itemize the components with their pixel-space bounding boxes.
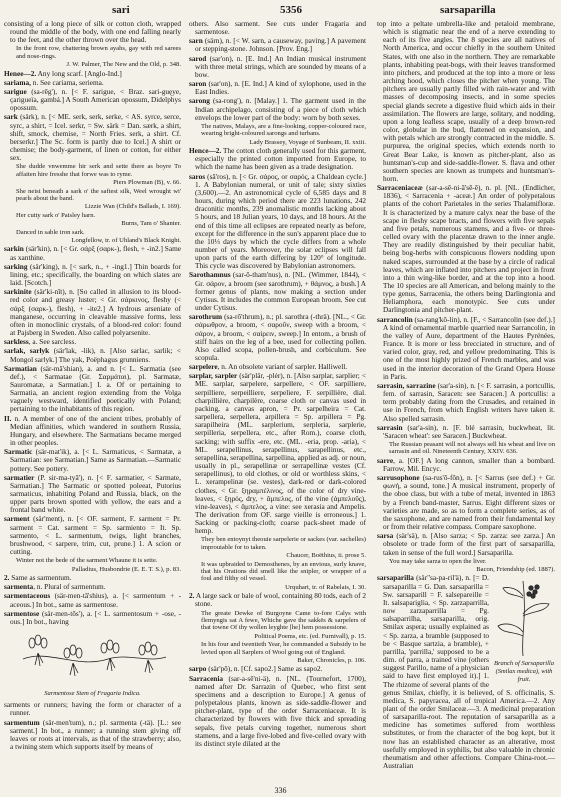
entry-paragraph: sarlak, sarlyk (sär'lak, -lik), n. [Also sarlac, sarlik; < Mongol sarlyk.] The yak, Poëphagus grunniens. xyxy=(4,346,181,364)
headword: sarsa xyxy=(377,531,394,541)
headword: Hence—2. xyxy=(189,146,222,156)
entry-paragraph: sarre, a. [OF.] A long cannon, smaller than a bombard. Farrow, Mil. Encyc. xyxy=(377,455,555,473)
entry-paragraph: sarpelere, n. An obsolete variant of sarpler. Halliwell. xyxy=(189,362,348,372)
page-number: 336 xyxy=(274,786,287,795)
entry-paragraph: sarothrum (sa-rō'thrum), n.; pl. sarothra (-thrä). [NL., < Gr. σάρωθρον, a broom, < σαροῦν, sweep with a broom, < σάρον, a broom, < σαίρειν, sweep.] In entom., a brush of stiff hairs on the leg of a bee, used for collecting pollen. Also called scopa, pollen-brush, and corbiculum. See scopula. xyxy=(189,312,366,362)
entry-paragraph: sarrusophone (sa-rus'ō-fōn), n. [< Sarrus (see def.) + Gr. φωνή, a sound, tone.] A musical instrument, properly of the oboe class, but with a tube of metal, invented in 1863 by a French band-master, Sarrus. Eight different sizes or varieties are made, so as to form a complete series, as of the saxophone, and are named from their fundamental key or from their relative compass. Compare saxophone. xyxy=(377,473,555,532)
quotation: Burns, Tam o' Shanter. xyxy=(121,220,181,228)
quotation: Political Poems, etc. (ed. Furnivall), p. 15. xyxy=(254,632,366,640)
entry-paragraph: sarigue (sa-rēg'), n. [< F. sarigue, < Braz. sari-guęye, çarigueïa, gambá.] A South American opossum, Didelphys opossum. xyxy=(4,87,181,113)
column-1 xyxy=(4,20,181,752)
quotation: The Russian peasant will not always sell his wheat and live on sarrasin and oil. Nineteenth Century, XXIV. 636. xyxy=(389,440,555,456)
quotation: Bacon, Friendship (ed. 1887). xyxy=(476,566,555,574)
headword: Sarmatic xyxy=(4,447,33,457)
entry-paragraph: sarking (sär'king), n. [< sark, n., + -ing1.] Thin boards for lining, etc.; specifically, the boarding on which slates are laid. [Scotch.] xyxy=(4,261,181,288)
headword: sarothrum xyxy=(189,312,223,322)
entry-paragraph: 2. A large sack or bale of wool, containing 80 tods, each of 2 stone. xyxy=(189,591,366,609)
headword: sarre xyxy=(377,455,394,465)
entry-paragraph: sarmentaceous (sär-men-tā'shius), a. [< sarmentum + -aceous.] In bot., same as sarmentose. xyxy=(4,591,181,609)
quotation: Longfellow, tr. of Uhland's Black Knight. xyxy=(71,237,181,245)
quotation: The natives, Malays, are a fine-looking, copper-coloured race, wearing bright-coloured sarongs and turbans. xyxy=(201,122,366,138)
entry-paragraph: sarmenta, n. Plural of sarmentum. xyxy=(4,582,106,592)
entry-paragraph: sarrasin, sarrazine (sar'a-sin), n. [< F. sarrasin, a portcullis, fem. of sarrasin, Saracen: see Saracen.] A portcullis: a term probably dating from the Crusades, and retained in use in French, from which English writers have taken it. Also spelled sarrasin. xyxy=(377,380,555,423)
running-head-right: sarsaparilla xyxy=(440,4,496,16)
entry-paragraph: sarkinite (sär'ki-nīt), n. [So called in allusion to its blood-red color and greasy luster; < Gr. σάρκινος, fleshy (< σάρξ (σαρκ-), flesh), + -ite2.] A hydrous arseniate of manganese, occurring in cleavable massive forms, less often in monoclinic crystals, of a blood-red color: found at Pajsberg in Sweden. Also called polyarsenite. xyxy=(4,287,181,338)
headword: Sarothamnus xyxy=(189,270,231,280)
sarmentose-illustration-drawing xyxy=(18,629,168,687)
quotation: J. W. Palmer, The New and the Old, p. 348. xyxy=(66,61,181,69)
quotation: Her cutty sark o' Paisley harn. xyxy=(16,211,96,219)
quotation: She dudde vnwemme hir serk and sette there as boyre To affaiten hire fresshe that forwe was to ryme. xyxy=(16,163,181,178)
headword: saron xyxy=(189,79,207,89)
entry-paragraph: II. n. A member of one of the ancient tribes, probably of Median affinities, which wandered in southern Russia, Hungary, and elsewhere. The Sarmatians became merged in other peoples. xyxy=(4,413,181,448)
headword: sarrasin, sarrazine xyxy=(377,380,436,390)
entry-paragraph: sarmentose (sär-men-tōs'), a. [< L. sarmentosum + -ose, -ous.] In bot., having xyxy=(4,608,181,626)
headword: sark xyxy=(4,112,18,122)
column-2 xyxy=(189,20,366,749)
entry-paragraph: others. Also sarment. See cuts under Fragaria and sarmentose. xyxy=(189,19,366,37)
entry-paragraph: sarpo (sär'pō), n. [Cf. sapo2.] Same as sapo2. xyxy=(189,664,323,674)
entry-paragraph: sariama, n. See cariama, seriema. xyxy=(4,77,104,87)
headword: sarment xyxy=(4,514,30,524)
entry-paragraph: Hence—2. The cotton cloth generally used for this garment, especially the printed cotton imported from Europe, to which the name has been given as a trade designation. xyxy=(189,146,366,172)
quotation: In his four and twentieth Year, he commanded a Subsidy to be levied upon all Sarplers of Wool going out of England. xyxy=(201,641,366,656)
headword: 2. xyxy=(4,573,10,583)
headword: sarkinite xyxy=(4,287,32,297)
entry-paragraph: sarsaparilla (sär"sa-pa-ril'ä), n. [= D. sarsaparilla = G. Dan. sarsaparilla = Sw. sarsaparill = F. salsepareille = It. salsapariglia, < Sp. zarzaparrilla, now zarzaparrilla = Pg. salsaparrilha, sarsaparilla, orig. Smilax aspera; usually explained as < Sp. zarza, a bramble (supposed to be < Basque sartzia, a bramble), + parrilla, 'parrilla,' supposed to be a dim. of parra, a trained vine (others suggest Parillo, name of a physician said to have first employed it).] 1. The rhizome of several plants of the genus Smilax, chiefly, it is believed, of S. officinalis, S. medica, S. papyracea, all of tropical America.—2. Any plant of the order Smilaceæ.—3. A medicinal preparation of sarsaparilla-root. The reputation of sarsaparilla as a medicine has sometimes suffered from worthless substitutes, or from the character of the bog kept, but it now has an established character as an alterative, most usefully employed in syphilis, but also valuable in chronic rheumatism and other affections. Compare China-root.—Australian xyxy=(377,573,555,771)
headword: II. xyxy=(4,413,12,423)
headword: 2. xyxy=(189,591,195,601)
headword: sarlak, sarlyk xyxy=(4,346,50,356)
quotation: It was upbraided to Demosthenes, by an envious, surly knave, that his Orations did smell like the snipler, or wrapper of a foul and filthy oil vessel. xyxy=(201,560,366,583)
quotation: Winter not the bede of the sarment Whaune it is sette. xyxy=(16,557,158,565)
quotation: Baker, Chronicles, p. 106. xyxy=(297,657,366,665)
headword: sarmenta xyxy=(4,582,34,592)
quotation: Danced in sable iron sark. xyxy=(16,228,85,236)
quotation: Lizzie Wan (Child's Ballads, I. 169). xyxy=(84,203,181,211)
headword: sarong xyxy=(189,96,210,106)
running-head-center: 5356 xyxy=(280,4,302,16)
headword: sarmentum xyxy=(4,717,40,727)
headword: Sarmatian xyxy=(4,363,37,373)
headword: sarkless xyxy=(4,337,29,347)
entry-paragraph: top into a peltate umbrella-like and petaloid membrane, which is stigmatic near the end of a nerve extending to each of its five angles. The 8 species are all natives of North America, and occur chiefly in the southern United States, with one also in the northern. They are remarkable plants, inhabiting peat-bogs, with their leaves transformed into pitchers, and produced at the top into a more or less arching hood, which closes the pitcher when young. The pitchers are usually partly filled with rain-water and with masses of decomposing insects, and in some species special glands secrete a digestive fluid which aids in their assimilation. The flowers are large, solitary, and nodding, upon a long leafless scape, usually of a deep brown-red color, globular in the bud, flattened on expansion, and with petals which are strongly contracted in the middle. S. purpurea, the original species, which extends north to Great Bear Lake, is known as pitcher-plant, also as huntsman's-cup and side-saddle-flower. S. flava and other southern species are known as trumpets and huntsman's-horn. xyxy=(377,19,555,183)
entry-paragraph: sarplar, sarpler (sär'plär, -plėr), n. [Also sarplar, sarplier; < ME. sarplar, sarpelere, sarpellere, < OF. sarpilliere, serpilliere, serpeilliere, serpeliere, F. serpillière, dial. charpillière, charpilère, coarse cloth or canvas used in packing, a canvas apron, = Pr. sarpelheira = Cat. sarpellera, serpellera, arpillera = Sp. arpillera = Pg. sarapilheira (ML. sarplerium, serpleria, sarplerie, serpilleria, serpellera, etc., after Rom.), coarse cloth, sacking; with suffix -ere, etc. (ML. -eria, prop. -aria), < ML. serapellinus, serapellinus, sarapellinus, etc., serapellina, serapellina, sarpellina, applied as adj. or noun, usually in pl., serapellinæ or serrapellinæ vestes (Cf. serapellinus), to old clothes, or old or worthless skins, < L. xerampelinæ (se. vestes), dark-red or dark-colored clothes, < Gr. ξηραμπέλινος, of the color of dry vine-leaves, < ξηρός, dry, + ἄμπελος, of the vine (ἀμπελοῦς), vine-leaves), < ἄμπελος, a vine: see xerasia and Ampelis. The derivation from OF. sarge vieille is erroneous.] 1. Sacking or packing-cloth; coarse pack-sheet made of hemp. xyxy=(189,371,366,536)
entry-paragraph: sarments or runners; having the form or character of a runner. xyxy=(4,700,181,718)
headword: sarpelere xyxy=(189,362,218,372)
entry-paragraph: Sarothamnus (sar-ō-tham'nus), n. [NL. (Wimmer, 1844), < Gr. σάρον, a broom (see sarothrum), + θάμνος, a bush.] A former genus of plants, now making a section under Cytisus. It includes the common European broom. See cut under Cytisus. xyxy=(189,270,366,313)
quotation: You may take sarza to open the liver. xyxy=(389,557,487,565)
column-3 xyxy=(377,20,555,771)
headword: sarmatier xyxy=(4,472,35,482)
headword: sarrancolin xyxy=(377,314,413,324)
entry-paragraph: sarn (särn), n. [< W. sarn, a causeway, paving.] A pavement or stepping-stone. Johnson. [Prov. Eng.] xyxy=(189,36,366,54)
quotation: Lady Brassey, Voyage of Sunbeam, II. xxiii. xyxy=(249,138,366,146)
quotation: Chaucer, Boëthius, ii. prose 5. xyxy=(286,552,366,560)
entry-paragraph: sarrancolin (sa-rang'kō-lin), n. [F., < Sarrancolin (see def.).] A kind of ornamental marble quarried near Sarrancolin, in the valley of Aure, department of the Hautes Pyrénées, France. It is more or less brecciated in structure, and of varied color, gray, red, and yellow predominating. This is one of the most highly prized of French marbles, and was used in the interior decoration of the Grand Opera House in Paris. xyxy=(377,314,555,381)
entry-paragraph: sarment (sär'ment), n. [< OF. sarment, F. sarment = Pr. sarment = Cat. sarment = Sp. sarmiento = It. Sp. sarmento, < L. sarmentum, twigs, light branches, brushwood, < sarpere, trim, cut, prune.] 1. A scion or cutting. xyxy=(4,514,181,557)
headword: sarplar, sarpler xyxy=(189,371,238,381)
headword: sarkin xyxy=(4,244,24,254)
entry-paragraph: sarod (sar'on), n. [E. Ind.] An Indian musical instrument with three metal strings, which are sounded by means of a bow. xyxy=(189,53,366,79)
entry-paragraph: Sarraceniaceæ (sar-a-sē-ni-ā'sē-ē), n. pl. [NL. (Endlicher, 1836), < Sarracenia + -aceæ.] An order of polypetalous plants of the cohort Parietales in the series Thalamifloræ. It is characterized by a mature calyx near the base of the scape in fleshy scape bracts, and flowers with five sepals and five petals, numerous stamens, and a five- or three-celled ovary with the placentæ drawn to the inner angle. They are readily distinguished by their peculiar habit, being bog-herbs with conspicuous flowers nodding upon naked scapes, surrounded at the base by a circle of radical leaves, which are inflated into pitchers and project in front into a thin wing-like border, and at the top into a hood. The 10 species are all American, and belong mainly to the type genus, Sarracenia, the others being Darlingtonia and Heliamphora, each monotypic. See cuts under Darlingtonia and pitcher-plant. xyxy=(377,183,555,315)
smilax-illustration-drawing xyxy=(493,576,553,656)
headword: sarigue xyxy=(4,87,27,96)
headword: sarmentaceous xyxy=(4,591,51,601)
headword: saros xyxy=(189,171,206,181)
headword: Sarracenia xyxy=(189,673,224,683)
headword: Sarraceniaceæ xyxy=(377,183,423,193)
quotation: Piers Plowman (B), v. 66. xyxy=(113,179,181,187)
entry-paragraph: sarkin (sär'kin), n. [< Gr. σάρξ (σαρκ-), flesh, + -in2.] Same as xanthine. xyxy=(4,244,181,262)
headword: sarmentose xyxy=(4,608,40,618)
entry-paragraph: 2. Same as sarmentum. xyxy=(4,573,72,583)
entry-paragraph: sarmatier (P. sir-ma-tyā'), n. [< F. sarmatier, < Sarmate, Sarmatian.] The Sarmatic or spotted poleeat, Putorius sarmaticus, inhabiting Poland and Russia, black, on the upper parts brown spotted with yellow, the ears and a frontal band white. xyxy=(4,472,181,515)
entry-paragraph: Sarracenia (sar-a-sē'ni-ä), n. [NL. (Tournefort, 1700), named after Dr. Sarrazin of Quebec, who first sent specimens and a description to Europe.] A genus of polypetalous plants, known as side-saddle-flower and pitcher-plant, type of the order Sarraceniaceæ. It is characterized by flowers with five thick and spreading sepals, five petals curving together, numerous short stamens, and a large five-lobed and five-celled ovary with its distinct style dilated at the xyxy=(189,673,366,748)
headword: sarrusophone xyxy=(377,473,420,483)
entry-paragraph: sarkless, a. See sarcless. xyxy=(4,337,77,347)
quotation: Palladius, Husbondrie (E. E. T. S.), p. 83. xyxy=(71,565,181,573)
quotation: They ben entoynyt theouie sarpelerie or sackes (var. sachelles) improuiable for to taken. xyxy=(201,536,366,551)
smilax-illustration xyxy=(493,576,555,686)
running-head-left: sari xyxy=(112,4,130,16)
headword: sariama, xyxy=(4,77,31,87)
quotation: The greate Dewke of Burgoyne Came to-fore Calys with flemyngis sat A fewe, Whiche gave the sakkës & sarpelers of that towne Of thy wollen leyghte [he] hem possessione. xyxy=(201,609,366,632)
headword: sarrasin xyxy=(377,422,403,432)
sarmentose-illustration-caption: Sarmentose Stem of Fragaria Indica. xyxy=(44,690,141,698)
headword: sarod xyxy=(189,53,207,63)
entry-paragraph: sark (särk), n. [< ME. serk, serk, serke, < AS. syrce, serce, syrc, a shirt, = Icel. serkr, = Sw. särk = Dan. særk, a shirt, shift, smock, chemise, = North Fries. serk, a shirt. Cf. berserkr.] The Sc. form is partly due to Icel.] A shirt or chemise; the body-garment, of linen or cotton, for either sex. xyxy=(4,112,181,163)
smilax-illustration-caption: Branch of Sarsaparilla (Smilax medica), with fruit. xyxy=(494,659,554,683)
entry-paragraph: Sarmatian (sär-mā'shian), a. and n. [< L. Sarmatia (see def.), < Sarmatae (Gr. Σαρμάται), pl. Sarmatæ, Sauromatæ, a Sarmatian.] I. a. Of or pertaining to Sarmatia, an ancient region extending from the Volga vaguely westward, identified poetically with Poland; pertaining to the inhabitants of this region. xyxy=(4,363,181,414)
headword: sarpo xyxy=(189,664,207,674)
entry-paragraph: consisting of a long piece of silk or cotton cloth, wrapped round the middle of the body, with one end falling nearly to the feet, and the other thrown over the head. xyxy=(4,19,181,45)
headword: sarn xyxy=(189,36,203,46)
headword: Henee—2. xyxy=(4,68,37,78)
entry-paragraph: sarsa (sär'sä), n. [Also sarza; < Sp. zarza: see zarza.] An obsolete or trade form of the first part of sarsaparilla, taken in sense of the full word.] Sarsaparilla. xyxy=(377,531,555,557)
quotation: Urquhart, tr. of Rabelais, I. 30. xyxy=(285,583,366,591)
entry-paragraph: sarong (sa-rong'), n. [Malay.] 1. The garment used in the Indian archipelago, consisting of a piece of cloth which envelops the lower part of the body: worn by both sexes. xyxy=(189,96,366,122)
headword: sarsaparilla xyxy=(377,573,414,583)
entry-paragraph: sarrasin (sar'a-sin), n. [F. blé sarrasin, buckwheat, lit. 'Saracen wheat': see Saracen.] Buckwheat. xyxy=(377,422,555,440)
entry-paragraph: saron (sar'on), n. [E. Ind.] A kind of xylophone, used in the East Indies. xyxy=(189,79,366,97)
entry-paragraph: Sarmatic (sär-mat'ik), a. [< L. Sarmaticus, < Sarmatæ, a Sarmatian: see Sarmatian.] Same as Sarmatian.—Sarmatic pottery. See pottery. xyxy=(4,447,181,473)
headword: sarking xyxy=(4,261,28,271)
quotation: She neist beneath a sark o' the saftest silk, Weel wrought wi' pearls about the band. xyxy=(16,187,181,203)
entry-paragraph: sarmentum (sär-men'tum), n.; pl. sarmenta (-tä). [L.: see sarment.] In bot., a runner; a running stem giving off leaves or roots at intervals, as that of the strawberry; also, a twining stem which supports itself by means of xyxy=(4,717,181,752)
entry-paragraph: Henee—2. Any long scarf. [Anglo-Ind.] xyxy=(4,68,122,78)
entry-paragraph: saros (sā'ros), n. [< Gr. σάρος, or σαρός, a Chaldean cycle.] 1. A Babylonian numeral, or unit of tale; sixty sixties (3,600).—2. An astronomical cycle of 6,585 days and 8 hours, during which period there are 223 lunations, 242 draconitic months, 239 anomalistic months lacking about 5 hours, and 18 Julian years, 10 days, and 18 hours. At the end of this time all eclipses are repeated nearly as before, except for the difference in the sun's apparent place due to the 10⅓ days by which the cycle differs from a whole number of years. Moreover, the solar eclipses will fall upon parts of the earth differing by 120° of longitude. This cycle was discovered by Babylonian astronomers. xyxy=(189,171,366,271)
quotation: In the front row, chattering brown ayahs, gay with red sarees and nose-rings. xyxy=(16,45,181,60)
sarmentose-illustration xyxy=(4,629,181,698)
